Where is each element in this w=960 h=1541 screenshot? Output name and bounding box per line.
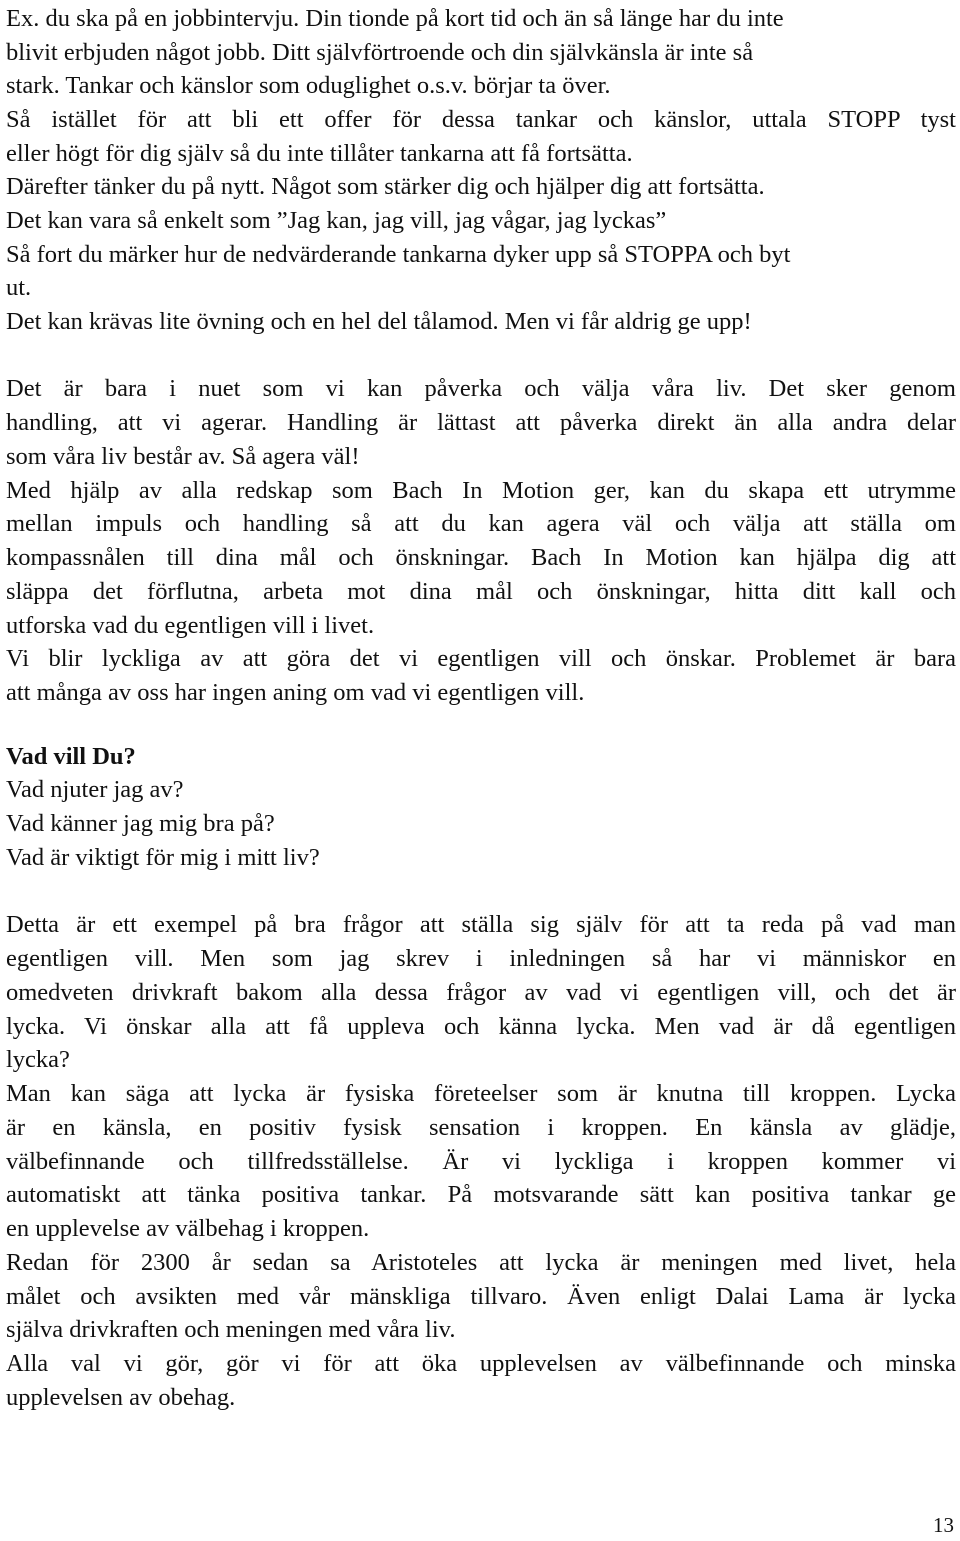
text-line: ut.	[6, 274, 32, 301]
text-line: lycka?	[6, 1046, 70, 1073]
text-line: målet och avsikten med vår mänskliga tillvaro. Även enligt Dalai Lama är lycka	[6, 1283, 956, 1310]
text-line: Man kan säga att lycka är fysiska företeelser som är knutna till kroppen. Lycka	[6, 1080, 956, 1107]
text-line: att många av oss har ingen aning om vad vi egentligen vill.	[6, 679, 585, 706]
text-line: som våra liv består av. Så agera väl!	[6, 443, 360, 470]
text-line: Med hjälp av alla redskap som Bach In Motion ger, kan du skapa ett utrymme	[6, 477, 956, 504]
text-line: lycka. Vi önskar alla att få uppleva och känna lycka. Men vad är då egentligen	[6, 1013, 956, 1040]
question-line: Vad känner jag mig bra på?	[6, 810, 275, 837]
text-line: utforska vad du egentligen vill i livet.	[6, 612, 375, 639]
text-line: är en känsla, en positiv fysisk sensation i kroppen. En känsla av glädje,	[6, 1114, 956, 1141]
text-line: blivit erbjuden något jobb. Ditt självförtroende och din självkänsla är inte så	[6, 39, 754, 66]
text-line: Detta är ett exempel på bra frågor att ställa sig själv för att ta reda på vad man	[6, 911, 956, 938]
text-line: Redan för 2300 år sedan sa Aristoteles att lycka är meningen med livet, hela	[6, 1249, 956, 1276]
text-line: upplevelsen av obehag.	[6, 1384, 236, 1411]
text-line: Alla val vi gör, gör vi för att öka upplevelsen av välbefinnande och minska	[6, 1350, 956, 1377]
text-line: Det kan krävas lite övning och en hel del tålamod. Men vi får aldrig ge upp!	[6, 308, 752, 335]
text-line: Därefter tänker du på nytt. Något som stärker dig och hjälper dig att fortsätta.	[6, 173, 765, 200]
text-line: Vi blir lyckliga av att göra det vi egentligen vill och önskar. Problemet är bara	[6, 645, 956, 672]
page-number: 13	[933, 1513, 954, 1537]
text-line: eller högt för dig själv så du inte tillåter tankarna att få fortsätta.	[6, 140, 633, 167]
text-line: Så fort du märker hur de nedvärderande tankarna dyker upp så STOPPA och byt	[6, 241, 791, 268]
text-line: välbefinnande och tillfredsställelse. Är vi lyckliga i kroppen kommer vi	[6, 1148, 956, 1175]
text-line: stark. Tankar och känslor som oduglighet o.s.v. börjar ta över.	[6, 72, 611, 99]
text-line: egentligen vill. Men som jag skrev i inledningen så har vi människor en	[6, 945, 956, 972]
text-line: Det kan vara så enkelt som ”Jag kan, jag vill, jag vågar, jag lyckas”	[6, 207, 667, 234]
text-line: en upplevelse av välbehag i kroppen.	[6, 1215, 370, 1242]
question-line: Vad njuter jag av?	[6, 776, 184, 803]
question-line: Vad är viktigt för mig i mitt liv?	[6, 844, 320, 871]
text-line: själva drivkraften och meningen med våra liv.	[6, 1316, 456, 1343]
text-line: omedveten drivkraft bakom alla dessa frågor av vad vi egentligen vill, och det är	[6, 979, 956, 1006]
text-line: Ex. du ska på en jobbintervju. Din tionde på kort tid och än så länge har du inte	[6, 5, 784, 32]
text-line: Så istället för att bli ett offer för dessa tankar och känslor, uttala STOPP tyst	[6, 106, 956, 133]
section-heading: Vad vill Du?	[6, 743, 136, 770]
text-line: automatiskt att tänka positiva tankar. På motsvarande sätt kan positiva tankar ge	[6, 1181, 956, 1208]
text-line: mellan impuls och handling så att du kan agera väl och välja att ställa om	[6, 510, 956, 537]
text-line: kompassnålen till dina mål och önskningar. Bach In Motion kan hjälpa dig att	[6, 544, 956, 571]
text-line: släppa det förflutna, arbeta mot dina mål och önskningar, hitta ditt kall och	[6, 578, 956, 605]
text-line: Det är bara i nuet som vi kan påverka och välja våra liv. Det sker genom	[6, 375, 956, 402]
text-line: handling, att vi agerar. Handling är lättast att påverka direkt än alla andra delar	[6, 409, 956, 436]
